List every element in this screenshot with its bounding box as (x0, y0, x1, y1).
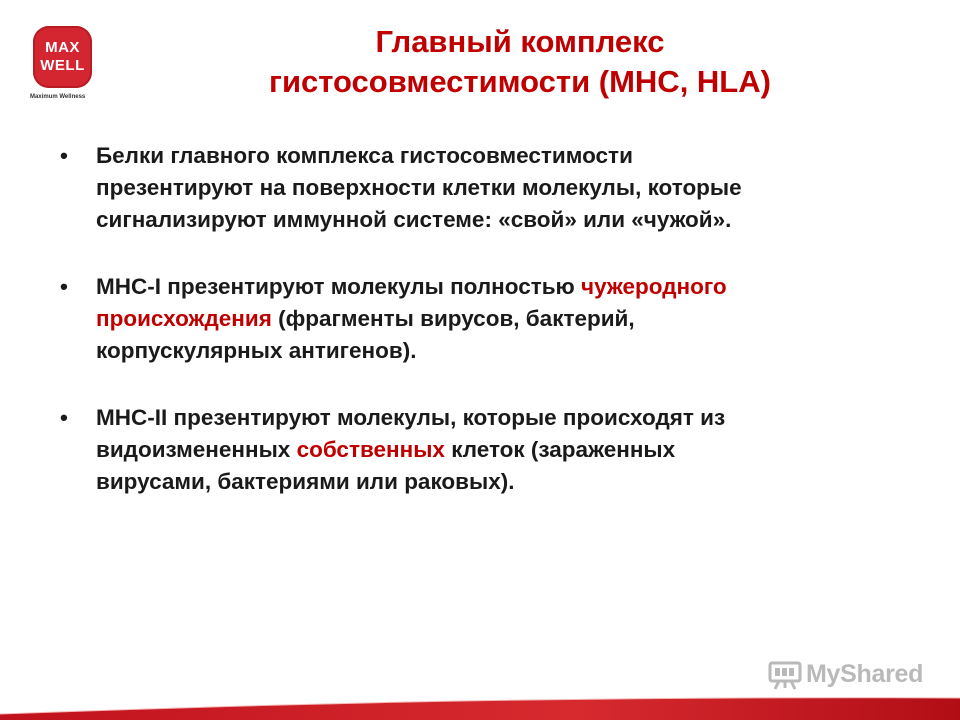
bullet-marker: • (60, 274, 68, 299)
highlighted-text: собственных (296, 437, 445, 462)
highlighted-text: происхождения (96, 306, 272, 331)
bottom-red-swoosh (0, 680, 960, 720)
bullet-text: (фрагменты вирусов, бактерий, (271, 306, 635, 331)
bullet-line (96, 140, 920, 172)
bullet-marker: • (60, 143, 68, 168)
slide-title (200, 22, 840, 102)
bullet-line (96, 402, 920, 434)
bullet-line (96, 204, 920, 236)
bullet-line (96, 303, 920, 335)
logo-line-well: WELL (40, 57, 85, 74)
bullet-text: Белки главного комплекса гистосовместимости (96, 143, 633, 168)
bullet-line (96, 466, 920, 498)
bullet-text: корпускулярных антигенов). (96, 338, 417, 363)
bullet-line (96, 434, 920, 466)
logo-tagline: Maximum Wellness (30, 94, 86, 100)
watermark-text: MyShared (806, 659, 924, 688)
logo-badge (33, 26, 92, 88)
bullet-text: презентируют на поверхности клетки молекулы, которые (96, 175, 742, 200)
bullet-text: вирусами, бактериями или раковых). (96, 469, 515, 494)
bullet-line (96, 335, 920, 367)
bullet-text: МНС-I презентируют молекулы полностью (96, 274, 582, 299)
bullet-line (96, 172, 920, 204)
title-line-2: гистосовместимости (МНС, HLA) (269, 64, 771, 99)
highlighted-text: чужеродного (581, 274, 727, 299)
bullet-text: МНС-II презентируют молекулы, которые происходят из (96, 405, 726, 430)
title-line-1: Главный комплекс (375, 24, 665, 59)
bullet-line (96, 271, 920, 303)
bullet-item-1 (60, 140, 920, 236)
logo-line-max: MAX (45, 39, 80, 56)
bullet-text: видоизмененных (96, 437, 297, 462)
bullet-text: клеток (зараженных (444, 437, 676, 462)
bullet-marker: • (60, 405, 68, 430)
bullet-item-2 (60, 271, 920, 367)
bullet-list (60, 140, 920, 533)
max-well-logo (30, 26, 110, 106)
bullet-text: сигнализируют иммунной системе: «свой» или «чужой». (96, 207, 732, 232)
bullet-item-3 (60, 402, 920, 498)
